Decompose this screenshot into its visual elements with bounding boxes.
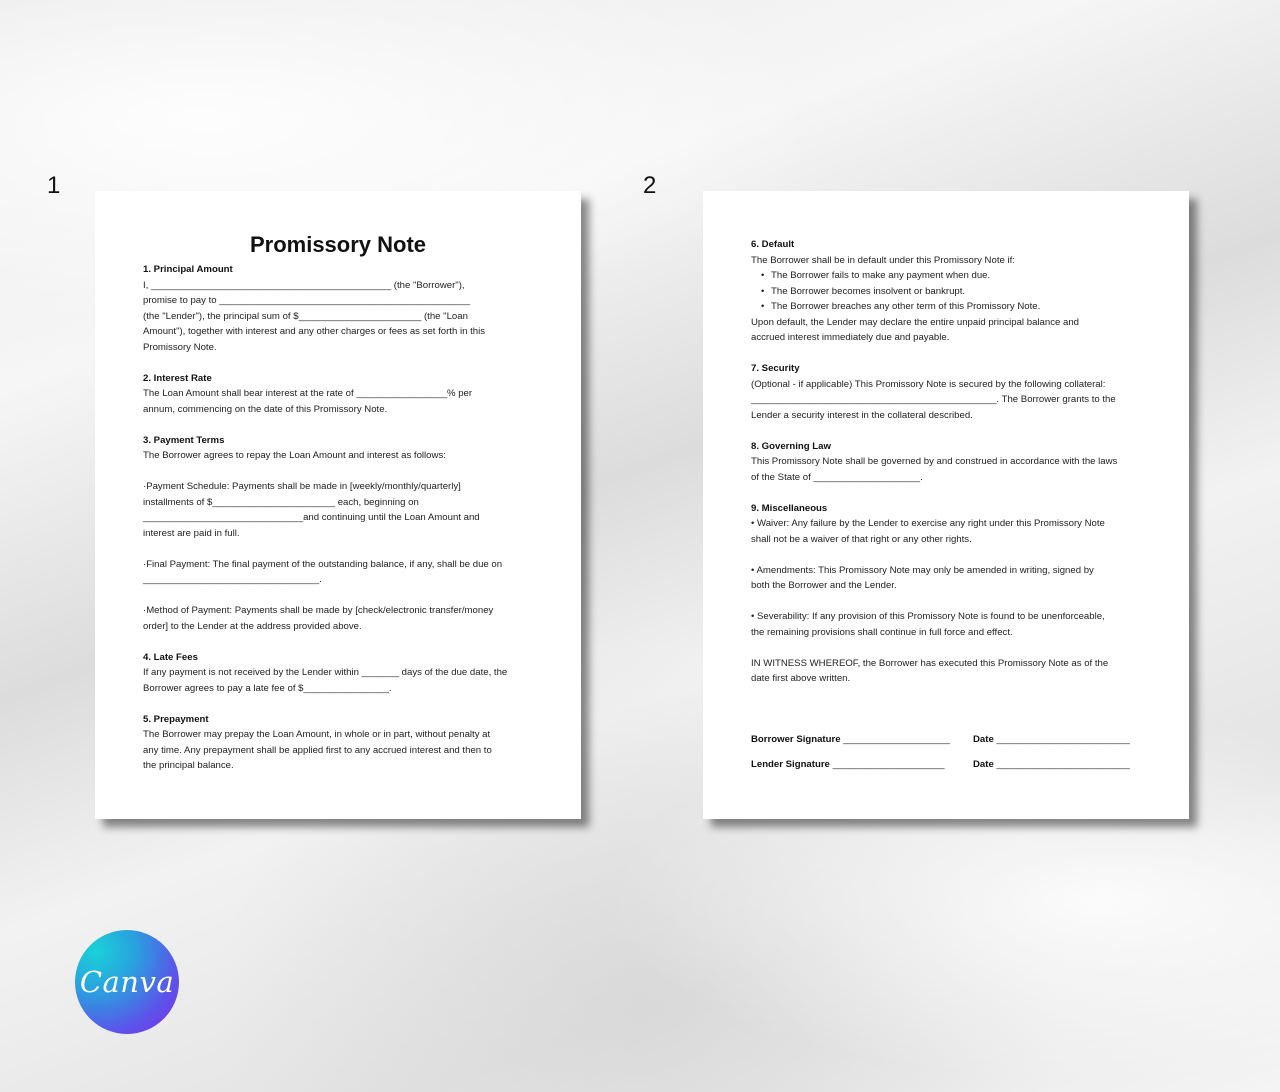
text-line: • Waiver: Any failure by the Lender to exercise any right under this Promissory Note	[751, 518, 1105, 529]
date-label: Date	[973, 759, 994, 770]
list-item: • The Borrower fails to make any payment when due.	[751, 268, 1141, 284]
text-line: order] to the Lender at the address provided above.	[143, 620, 362, 632]
text-line: If any payment is not received by the Lender within _______ days of the due date, the	[143, 667, 508, 678]
text-line: The Borrower may prepay the Loan Amount, in whole or in part, without penalty at	[143, 729, 491, 740]
text-line: accrued interest immediately due and payable.	[751, 332, 950, 343]
text-line: annum, commencing on the date of this Promissory Note.	[143, 403, 388, 415]
date-line: _________________________	[996, 759, 1130, 770]
text-line: of the State of ____________________.	[751, 471, 923, 483]
text-line: (Optional - if applicable) This Promissory Note is secured by the following collateral:	[751, 378, 1106, 390]
text-line: I, _____________________________________________ (the "Borrower"),	[143, 279, 465, 291]
text-line: • Severability: If any provision of this Promissory Note is found to be unenforceable,	[751, 611, 1105, 622]
text-line: ·Method of Payment: Payments shall be made by [check/electronic transfer/money	[143, 605, 494, 616]
text-line: ·Payment Schedule: Payments shall be made in [weekly/monthly/quarterly]	[143, 481, 461, 492]
text-line: Upon default, the Lender may declare the entire unpaid principal balance and	[751, 316, 1080, 328]
text-line: any time. Any prepayment shall be applied first to any accrued interest and then to	[143, 744, 492, 756]
text-line: Promissory Note.	[143, 341, 217, 353]
section-heading-payment-terms: 3. Payment Terms	[143, 434, 225, 446]
text-line: Borrower agrees to pay a late fee of $________________.	[143, 682, 392, 694]
page-number-2: 2	[643, 172, 657, 199]
section-heading-interest-rate: 2. Interest Rate	[143, 372, 212, 384]
section-heading-miscellaneous: 9. Miscellaneous	[751, 502, 828, 514]
borrower-signature-label: Borrower Signature	[751, 733, 841, 745]
text-line: interest are paid in full.	[143, 527, 240, 539]
section-heading-late-fees: 4. Late Fees	[143, 651, 198, 663]
lender-signature-row	[751, 757, 1141, 773]
section-heading-prepayment: 5. Prepayment	[143, 713, 209, 725]
lender-signature-label: Lender Signature	[751, 759, 830, 770]
text-line: shall not be a waiver of that right or any other rights.	[751, 533, 972, 545]
document-title: Promissory Note	[249, 232, 427, 257]
canva-logo	[75, 930, 179, 1034]
text-line: both the Borrower and the Lender.	[751, 580, 897, 591]
text-line: Amount"), together with interest and any other charges or fees as set forth in this	[143, 326, 486, 337]
text-line: This Promissory Note shall be governed by and construed in accordance with the laws	[751, 456, 1118, 467]
text-line: IN WITNESS WHEREOF, the Borrower has executed this Promissory Note as of the	[751, 657, 1109, 669]
text-line: date first above written.	[751, 673, 851, 684]
text-line: • Amendments: This Promissory Note may only be amended in writing, signed by	[751, 564, 1094, 576]
borrower-signature-row	[751, 732, 1141, 748]
text-line: _________________________________.	[143, 574, 322, 585]
text-line: the principal balance.	[143, 760, 234, 771]
text-line: The Loan Amount shall bear interest at the rate of _________________% per	[143, 388, 473, 399]
text-line: ______________________________________________. The Borrower grants to the	[751, 394, 1116, 405]
text-line: ______________________________and continuing until the Loan Amount and	[143, 512, 480, 523]
section-heading-security: 7. Security	[751, 363, 800, 374]
text-line: Lender a security interest in the collateral described.	[751, 409, 973, 421]
text-line: The Borrower shall be in default under this Promissory Note if:	[751, 254, 1015, 266]
text-line: the remaining provisions shall continue in full force and effect.	[751, 626, 1013, 638]
page-number-1: 1	[47, 172, 61, 199]
text-line: installments of $_______________________ each, beginning on	[143, 496, 419, 508]
text-line: promise to pay to _______________________________________________	[143, 295, 471, 306]
section-heading-default: 6. Default	[751, 239, 795, 250]
list-item: • The Borrower becomes insolvent or bankrupt.	[751, 284, 1141, 300]
document-page-2	[703, 191, 1189, 819]
lender-signature-line: _____________________	[832, 759, 945, 770]
date-line: _________________________	[996, 733, 1130, 745]
text-line: ·Final Payment: The final payment of the outstanding balance, if any, shall be due on	[143, 558, 503, 570]
text-line: (the "Lender"), the principal sum of $_______________________ (the "Loan	[143, 310, 468, 322]
list-item: • The Borrower breaches any other term of this Promissory Note.	[751, 299, 1141, 315]
borrower-signature-line: ____________________	[843, 733, 950, 745]
canva-logo-text: Canva	[79, 965, 175, 999]
date-label: Date	[973, 733, 994, 745]
text-line: The Borrower agrees to repay the Loan Amount and interest as follows:	[143, 450, 446, 461]
document-page-1	[95, 191, 581, 819]
section-heading-governing-law: 8. Governing Law	[751, 440, 831, 452]
section-heading-principal-amount: 1. Principal Amount	[143, 264, 233, 275]
